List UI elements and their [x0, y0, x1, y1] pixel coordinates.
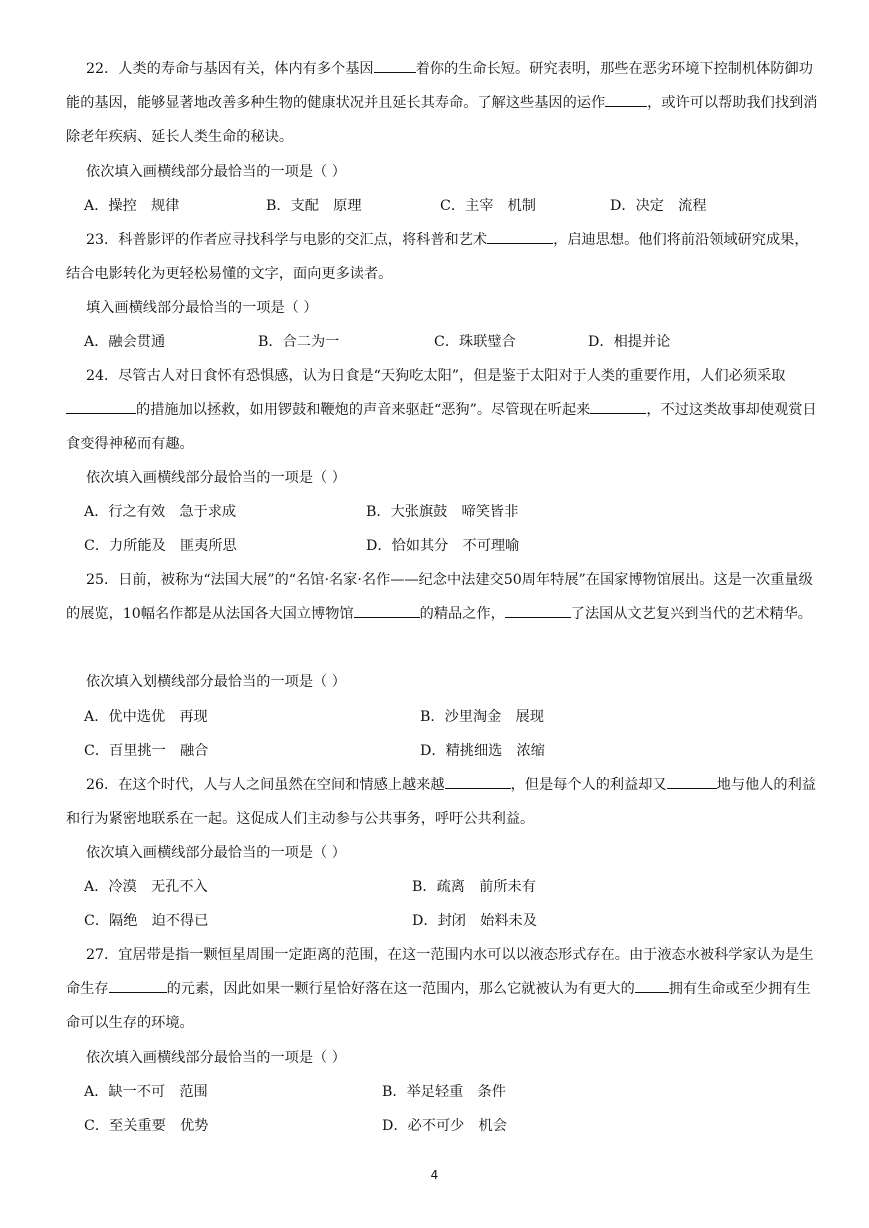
answer-blank — [590, 399, 646, 414]
answer-blank — [445, 774, 511, 789]
question-23-stem: 23．科普影评的作者应寻找科学与电影的交汇点，将科普和艺术 ，启迪思想。他们将前沿领域研究成果，结合电影转化为更轻松易懂的文字，面向更多读者。 — [66, 223, 822, 291]
option-a[interactable]: A．融会贯通 — [84, 334, 166, 350]
question-25-options-row2 — [84, 734, 824, 768]
question-24-options-row2 — [84, 529, 824, 563]
option-b[interactable]: B．支配 原理 — [266, 198, 362, 214]
option-d[interactable]: D．恰如其分 不可理喻 — [366, 538, 520, 554]
option-b[interactable]: B．疏离 前所未有 — [412, 879, 536, 895]
option-c[interactable]: C．至关重要 优势 — [84, 1118, 209, 1134]
option-a[interactable]: A．冷漠 无孔不入 — [84, 879, 208, 895]
question-25-options-row1 — [84, 700, 824, 734]
option-c[interactable]: C．珠联璧合 — [434, 334, 516, 350]
option-d[interactable]: D．相提并论 — [588, 334, 671, 350]
option-b[interactable]: B．大张旗鼓 啼笑皆非 — [366, 504, 519, 520]
option-d[interactable]: D．必不可少 机会 — [382, 1118, 507, 1134]
question-27-options-row1 — [84, 1075, 824, 1109]
question-25-prompt: 依次填入划横线部分最恰当的一项是（ ） — [86, 674, 346, 690]
question-24-options-row1 — [84, 495, 824, 529]
question-22-stem: 22．人类的寿命与基因有关，体内有多个基因 着你的生命长短。研究表明，那些在恶劣环境下控制机体防御功能的基因，能够显著地改善多种生物的健康状况并且延长其寿命。了解这些基因的运作 ，或许可以帮助我们找到消除老年疾病、延长人类生命的秘诀。 — [66, 52, 822, 154]
question-26-stem: 26．在这个时代，人与人之间虽然在空间和情感上越来越 ，但是每个人的利益却又 地与他人的利益和行为紧密地联系在一起。这促成人们主动参与公共事务，呼吁公共利益。 — [66, 768, 822, 836]
answer-blank — [667, 774, 717, 789]
question-27-stem: 27．宜居带是指一颗恒星周围一定距离的范围，在这一范围内水可以以液态形式存在。由于液态水被科学家认为是生命生存 的元素，因此如果一颗行星恰好落在这一范围内，那么它就被认为有更大的 拥有生命或至少拥有生命可以生存的环境。 — [66, 947, 814, 1031]
page-number: 4 — [430, 1168, 439, 1182]
option-b[interactable]: B．举足轻重 条件 — [382, 1084, 506, 1100]
option-d[interactable]: D．封闭 始料未及 — [412, 913, 537, 929]
option-c[interactable]: C．力所能及 匪夷所思 — [84, 538, 237, 554]
question-24-prompt: 依次填入画横线部分最恰当的一项是（ ） — [86, 470, 346, 486]
answer-blank — [66, 399, 136, 414]
option-c[interactable]: C．主宰 机制 — [440, 198, 536, 214]
question-26-options-row1 — [84, 870, 824, 904]
option-a[interactable]: A．优中选优 再现 — [84, 709, 208, 725]
option-d[interactable]: D．决定 流程 — [610, 198, 707, 214]
answer-blank — [109, 978, 167, 993]
question-27-prompt: 依次填入画横线部分最恰当的一项是（ ） — [86, 1050, 346, 1066]
answer-blank — [505, 603, 571, 618]
question-23-prompt: 填入画横线部分最恰当的一项是（ ） — [86, 300, 318, 316]
answer-blank — [635, 978, 669, 993]
option-a[interactable]: A．缺一不可 范围 — [84, 1084, 208, 1100]
option-b[interactable]: B．合二为一 — [258, 334, 340, 350]
question-25-stem: 25．日前，被称为“法国大展”的“名馆·名家·名作——纪念中法建交50周年特展”在国家博物馆展出。这是一次重量级的展览，10幅名作都是从法国各大国立博物馆 的精品之作， 了法国从文艺复兴到当代的艺术精华。 — [66, 572, 813, 622]
question-23-options — [84, 325, 824, 359]
option-b[interactable]: B．沙里淘金 展现 — [420, 709, 544, 725]
option-a[interactable]: A．行之有效 急于求成 — [84, 504, 237, 520]
answer-blank — [354, 603, 420, 618]
question-24-stem: 24．尽管古人对日食怀有恐惧感，认为日食是“天狗吃太阳”，但是鉴于太阳对于人类的重要作用，人们必须采取的措施加以拯救，如用锣鼓和鞭炮的声音来驱赶“恶狗”。尽管现在听起来 ，不过这类故事却使观赏日食变得神秘而有趣。 — [66, 368, 817, 452]
question-26-options-row2 — [84, 904, 824, 938]
option-c[interactable]: C．隔绝 迫不得已 — [84, 913, 209, 929]
option-c[interactable]: C．百里挑一 融合 — [84, 743, 209, 759]
question-26-prompt: 依次填入画横线部分最恰当的一项是（ ） — [86, 845, 346, 861]
question-27-options-row2 — [84, 1109, 824, 1143]
answer-blank — [487, 229, 553, 244]
option-d[interactable]: D．精挑细选 浓缩 — [420, 743, 545, 759]
question-22-options — [84, 189, 824, 223]
answer-blank — [605, 92, 647, 107]
question-22-prompt: 依次填入画横线部分最恰当的一项是（ ） — [86, 164, 346, 180]
option-a[interactable]: A．操控 规律 — [84, 198, 180, 214]
answer-blank — [374, 58, 416, 73]
